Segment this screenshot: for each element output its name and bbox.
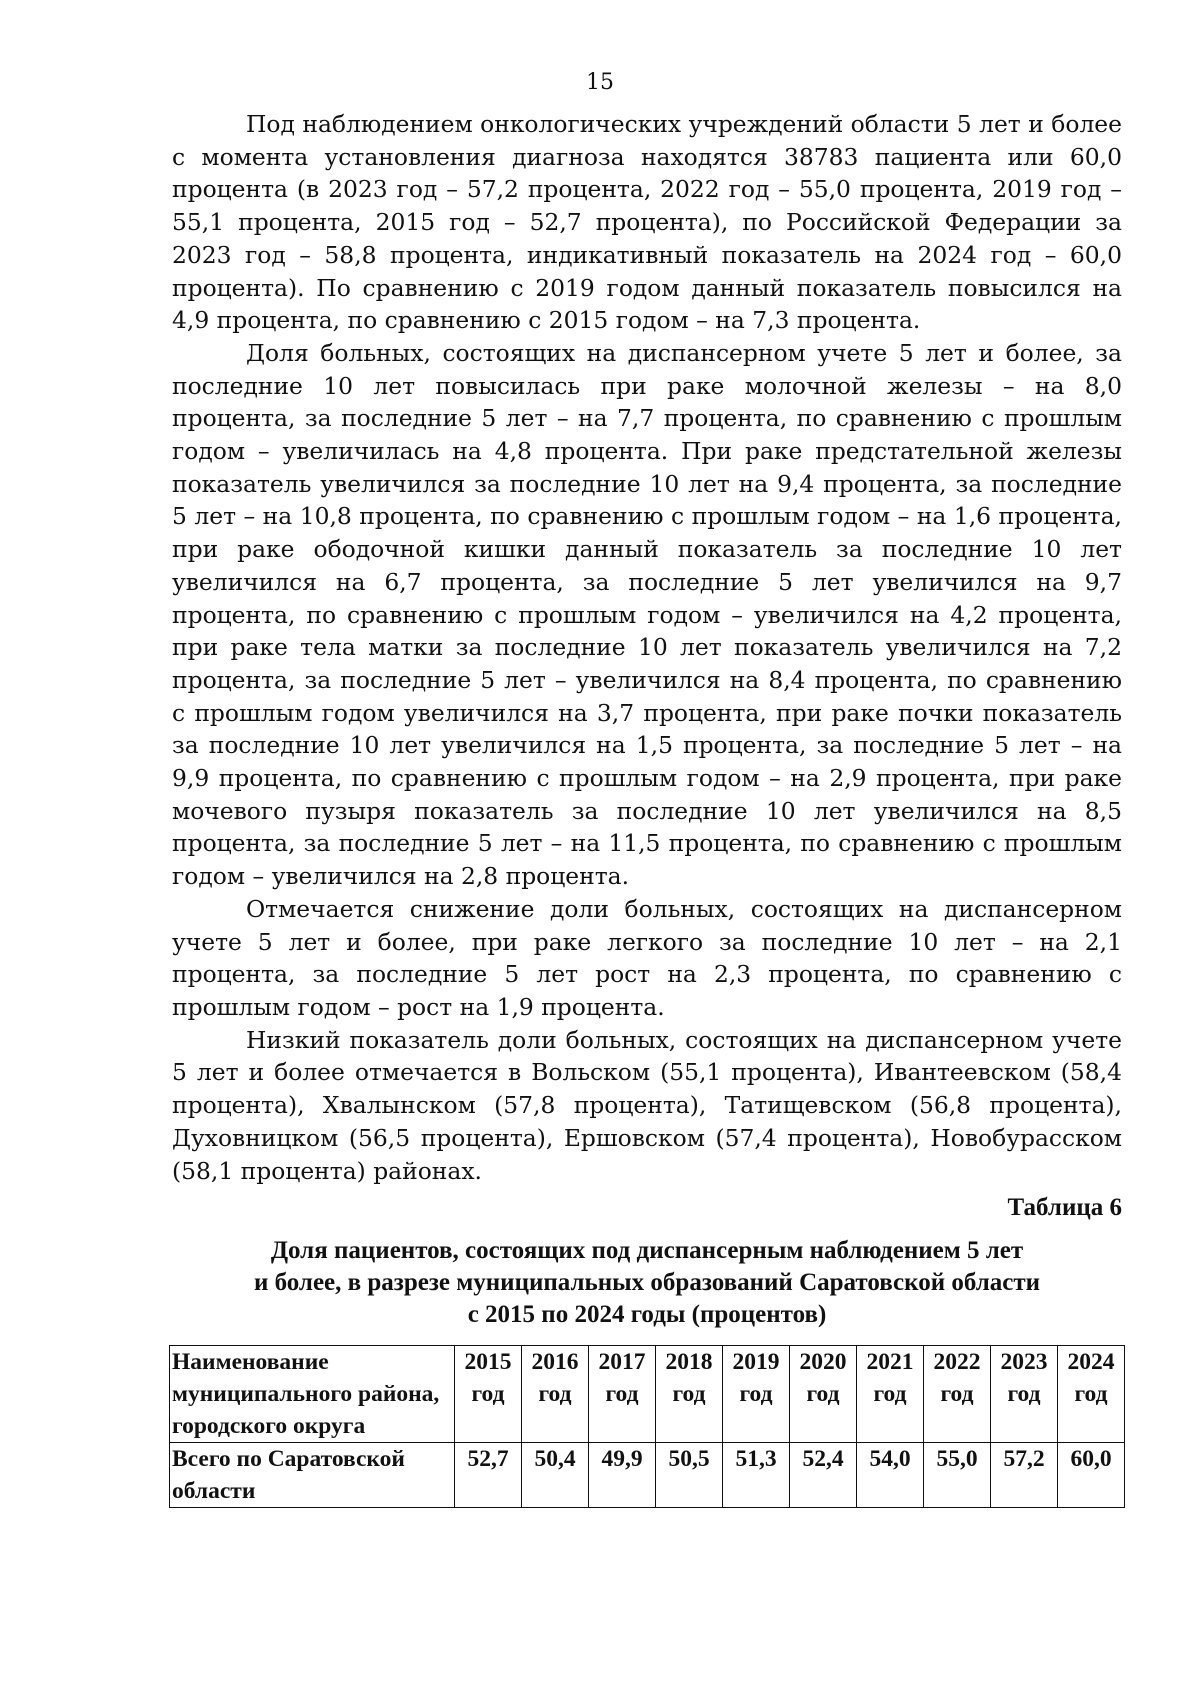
year-label: 2024	[1067, 1349, 1115, 1376]
data-table	[169, 1345, 1125, 1508]
year-label: 2019	[732, 1349, 780, 1376]
value-cell: 57,2	[991, 1443, 1058, 1508]
table-title	[172, 1235, 1122, 1331]
table-row	[170, 1443, 1125, 1508]
header-year-cell	[589, 1346, 656, 1443]
year-unit: год	[940, 1381, 974, 1408]
year-unit: год	[806, 1381, 840, 1408]
header-year-cell	[1058, 1346, 1125, 1443]
paragraph: Под наблюдением онкологических учреждений области 5 лет и более с момента установления диагноза находятся 38783 пациента или 60,0 процента (в 2023 год – 57,2 процента, 2022 год – 55,0 процента, 2019 год – 55,1 процента, 2015 год – 52,7 процента), по Российской Федерации за 2023 год – 58,8 процента, индикативный показатель на 2024 год – 60,0 процента). По сравнению с 2019 годом данный показатель повысился на 4,9 процента, по сравнению с 2015 годом – на 7,3 процента.	[172, 110, 1122, 335]
document-body	[172, 108, 1122, 1508]
value-cell: 55,0	[924, 1443, 991, 1508]
header-year-cell	[991, 1346, 1058, 1443]
page-number: 15	[586, 70, 614, 95]
value-cell: 52,7	[455, 1443, 522, 1508]
value-cell: 60,0	[1058, 1443, 1125, 1508]
table-label: Таблица 6	[1007, 1194, 1122, 1222]
year-label: 2022	[933, 1349, 981, 1376]
table-header-row	[170, 1346, 1125, 1443]
header-year-cell	[656, 1346, 723, 1443]
header-year-cell	[790, 1346, 857, 1443]
paragraph: Доля больных, состоящих на диспансерном учете 5 лет и более, за последние 10 лет повысилась при раке молочной железы – на 8,0 процента, за последние 5 лет – на 7,7 процента, по сравнению с прошлым годом – увеличилась на 4,8 процента. При раке предстательной железы показатель увеличился за последние 10 лет на 9,4 процента, за последние 5 лет – на 10,8 процента, по сравнению с прошлым годом – на 1,6 процента, при раке ободочной кишки данный показатель за последние 10 лет увеличился на 6,7 процента, за последние 5 лет увеличился на 9,7 процента, по сравнению с прошлым годом – увеличился на 4,2 процента, при раке тела матки за последние 10 лет показатель увеличился на 7,2 процента, за последние 5 лет – увеличился на 8,4 процента, по сравнению с прошлым годом увеличился на 3,7 процента, при раке почки показатель за последние 10 лет увеличился на 1,5 процента, за последние 5 лет – на 9,9 процента, по сравнению с прошлым годом – на 2,9 процента, при раке мочевого пузыря показатель за последние 10 лет увеличился на 8,5 процента, за последние 5 лет – на 11,5 процента, по сравнению с прошлым годом – увеличился на 2,8 процента.	[172, 338, 1122, 891]
table-title-line: с 2015 по 2024 годы (процентов)	[467, 1301, 827, 1329]
header-year-cell	[522, 1346, 589, 1443]
header-year-cell	[924, 1346, 991, 1443]
paragraph: Низкий показатель доли больных, состоящих на диспансерном учете 5 лет и более отмечается в Вольском (55,1 процента), Ивантеевском (58,4 процента), Хвалынском (57,8 процента), Татищевском (56,8 процента), Духовницком (56,5 процента), Ершовском (57,4 процента), Новобурасском (58,1 процента) районах.	[172, 1025, 1122, 1185]
year-unit: год	[739, 1381, 773, 1408]
table-title-line: Доля пациентов, состоящих под диспансерным наблюдением 5 лет	[270, 1237, 1024, 1265]
year-label: 2020	[799, 1349, 847, 1376]
paragraph: Отмечается снижение доли больных, состоящих на диспансерном учете 5 лет и более, при раке легкого за последние 10 лет – на 2,1 процента, за последние 5 лет рост на 2,3 процента, по сравнению с прошлым годом – рост на 1,9 процента.	[172, 894, 1122, 1021]
header-year-cell	[723, 1346, 790, 1443]
year-label: 2018	[665, 1349, 713, 1376]
value-cell: 52,4	[790, 1443, 857, 1508]
value-cell: 50,5	[656, 1443, 723, 1508]
year-unit: год	[1007, 1381, 1041, 1408]
value-cell: 54,0	[857, 1443, 924, 1508]
header-year-cell	[455, 1346, 522, 1443]
header-name-cell: Наименование муниципального района, городского округа	[170, 1346, 455, 1443]
year-unit: год	[672, 1381, 706, 1408]
year-unit: год	[605, 1381, 639, 1408]
year-label: 2017	[598, 1349, 646, 1376]
year-label: 2015	[464, 1349, 512, 1376]
value-cell: 49,9	[589, 1443, 656, 1508]
year-label: 2021	[866, 1349, 914, 1376]
table-title-line: и более, в разрезе муниципальных образований Саратовской области	[253, 1269, 1041, 1297]
header-year-cell	[857, 1346, 924, 1443]
year-unit: год	[471, 1381, 505, 1408]
year-unit: год	[1074, 1381, 1108, 1408]
year-label: 2023	[1000, 1349, 1048, 1376]
value-cell: 50,4	[522, 1443, 589, 1508]
year-unit: год	[538, 1381, 572, 1408]
year-label: 2016	[531, 1349, 579, 1376]
value-cell: 51,3	[723, 1443, 790, 1508]
year-unit: год	[873, 1381, 907, 1408]
row-name-cell: Всего по Саратовской области	[170, 1443, 455, 1508]
